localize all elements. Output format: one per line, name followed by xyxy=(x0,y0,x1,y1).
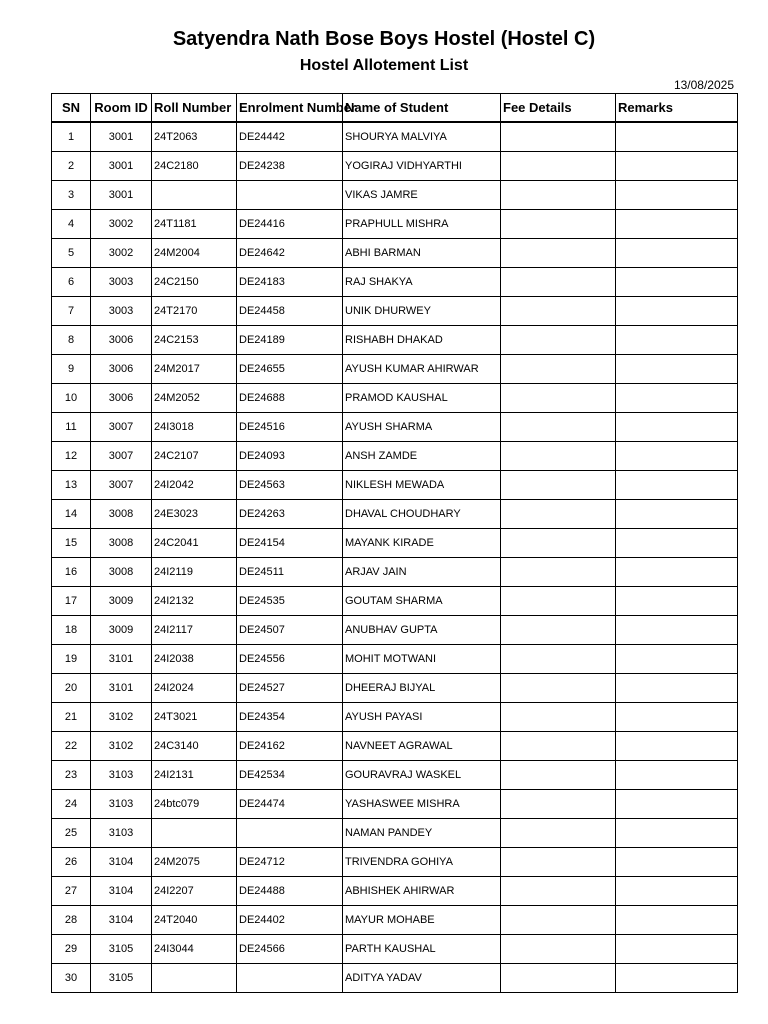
cell-enrolment-number: DE24154 xyxy=(237,529,343,558)
cell-enrolment-number: DE24458 xyxy=(237,297,343,326)
cell-enrolment-number: DE24442 xyxy=(237,122,343,152)
cell-enrolment-number: DE24655 xyxy=(237,355,343,384)
cell-enrolment-number: DE24416 xyxy=(237,210,343,239)
cell-roll-number: 24I2038 xyxy=(152,645,237,674)
cell-fee-details xyxy=(501,122,616,152)
cell-remarks xyxy=(616,848,738,877)
allotment-table xyxy=(51,93,738,993)
column-header-name: Name of Student xyxy=(343,94,501,123)
cell-fee-details xyxy=(501,732,616,761)
cell-fee-details xyxy=(501,587,616,616)
cell-roll-number: 24C2107 xyxy=(152,442,237,471)
cell-roll-number xyxy=(152,181,237,210)
cell-room-id: 3009 xyxy=(91,587,152,616)
table-row xyxy=(52,268,738,297)
cell-enrolment-number: DE24642 xyxy=(237,239,343,268)
cell-sn: 2 xyxy=(52,152,91,181)
cell-enrolment-number: DE24688 xyxy=(237,384,343,413)
cell-fee-details xyxy=(501,674,616,703)
cell-enrolment-number: DE24488 xyxy=(237,877,343,906)
cell-enrolment-number: DE24474 xyxy=(237,790,343,819)
table-row xyxy=(52,935,738,964)
table-row xyxy=(52,790,738,819)
cell-sn: 22 xyxy=(52,732,91,761)
cell-roll-number: 24I2119 xyxy=(152,558,237,587)
table-row xyxy=(52,326,738,355)
cell-roll-number: 24E3023 xyxy=(152,500,237,529)
table-row xyxy=(52,181,738,210)
table-row xyxy=(52,210,738,239)
cell-sn: 7 xyxy=(52,297,91,326)
cell-fee-details xyxy=(501,529,616,558)
cell-remarks xyxy=(616,355,738,384)
cell-room-id: 3006 xyxy=(91,355,152,384)
cell-room-id: 3105 xyxy=(91,964,152,993)
cell-fee-details xyxy=(501,297,616,326)
cell-student-name: YOGIRAJ VIDHYARTHI xyxy=(343,152,501,181)
cell-enrolment-number xyxy=(237,964,343,993)
cell-sn: 30 xyxy=(52,964,91,993)
cell-remarks xyxy=(616,645,738,674)
cell-roll-number: 24C3140 xyxy=(152,732,237,761)
cell-student-name: ANUBHAV GUPTA xyxy=(343,616,501,645)
cell-roll-number: 24I3044 xyxy=(152,935,237,964)
cell-sn: 23 xyxy=(52,761,91,790)
cell-room-id: 3009 xyxy=(91,616,152,645)
cell-room-id: 3003 xyxy=(91,268,152,297)
document-subtitle: Hostel Allotement List xyxy=(299,57,469,74)
cell-roll-number: 24C2153 xyxy=(152,326,237,355)
cell-room-id: 3103 xyxy=(91,761,152,790)
cell-roll-number: 24M2052 xyxy=(152,384,237,413)
cell-remarks xyxy=(616,239,738,268)
cell-roll-number: 24I2207 xyxy=(152,877,237,906)
cell-fee-details xyxy=(501,355,616,384)
cell-room-id: 3105 xyxy=(91,935,152,964)
cell-sn: 10 xyxy=(52,384,91,413)
cell-sn: 25 xyxy=(52,819,91,848)
cell-fee-details xyxy=(501,935,616,964)
cell-enrolment-number xyxy=(237,181,343,210)
cell-sn: 27 xyxy=(52,877,91,906)
cell-enrolment-number: DE24189 xyxy=(237,326,343,355)
cell-sn: 18 xyxy=(52,616,91,645)
table-row xyxy=(52,529,738,558)
table-row xyxy=(52,152,738,181)
cell-fee-details xyxy=(501,877,616,906)
table-row xyxy=(52,558,738,587)
cell-room-id: 3103 xyxy=(91,790,152,819)
cell-student-name: PRAMOD KAUSHAL xyxy=(343,384,501,413)
cell-remarks xyxy=(616,674,738,703)
cell-remarks xyxy=(616,326,738,355)
table-row xyxy=(52,413,738,442)
cell-sn: 13 xyxy=(52,471,91,500)
cell-enrolment-number: DE24238 xyxy=(237,152,343,181)
cell-student-name: SHOURYA MALVIYA xyxy=(343,122,501,152)
cell-roll-number xyxy=(152,964,237,993)
cell-roll-number: 24C2150 xyxy=(152,268,237,297)
table-row xyxy=(52,297,738,326)
cell-sn: 6 xyxy=(52,268,91,297)
cell-enrolment-number: DE24516 xyxy=(237,413,343,442)
table-row xyxy=(52,819,738,848)
cell-student-name: AYUSH PAYASI xyxy=(343,703,501,732)
table-row xyxy=(52,848,738,877)
cell-remarks xyxy=(616,732,738,761)
cell-sn: 29 xyxy=(52,935,91,964)
table-row xyxy=(52,122,738,152)
cell-room-id: 3001 xyxy=(91,181,152,210)
cell-room-id: 3008 xyxy=(91,529,152,558)
cell-sn: 8 xyxy=(52,326,91,355)
cell-student-name: NAVNEET AGRAWAL xyxy=(343,732,501,761)
cell-roll-number: 24T2063 xyxy=(152,122,237,152)
cell-student-name: MAYANK KIRADE xyxy=(343,529,501,558)
table-row xyxy=(52,645,738,674)
cell-room-id: 3007 xyxy=(91,413,152,442)
cell-enrolment-number: DE24563 xyxy=(237,471,343,500)
cell-room-id: 3104 xyxy=(91,848,152,877)
cell-student-name: AYUSH KUMAR AHIRWAR xyxy=(343,355,501,384)
cell-room-id: 3103 xyxy=(91,819,152,848)
cell-room-id: 3007 xyxy=(91,471,152,500)
cell-remarks xyxy=(616,529,738,558)
cell-fee-details xyxy=(501,413,616,442)
cell-roll-number: 24T1181 xyxy=(152,210,237,239)
cell-fee-details xyxy=(501,790,616,819)
cell-remarks xyxy=(616,384,738,413)
cell-student-name: TRIVENDRA GOHIYA xyxy=(343,848,501,877)
table-row xyxy=(52,906,738,935)
cell-fee-details xyxy=(501,616,616,645)
cell-roll-number: 24M2075 xyxy=(152,848,237,877)
table-row xyxy=(52,500,738,529)
cell-sn: 3 xyxy=(52,181,91,210)
cell-room-id: 3007 xyxy=(91,442,152,471)
cell-roll-number: 24M2004 xyxy=(152,239,237,268)
cell-room-id: 3102 xyxy=(91,732,152,761)
cell-sn: 16 xyxy=(52,558,91,587)
cell-student-name: ABHISHEK AHIRWAR xyxy=(343,877,501,906)
cell-student-name: ADITYA YADAV xyxy=(343,964,501,993)
cell-enrolment-number: DE24507 xyxy=(237,616,343,645)
cell-room-id: 3001 xyxy=(91,122,152,152)
cell-remarks xyxy=(616,442,738,471)
cell-roll-number: 24M2017 xyxy=(152,355,237,384)
cell-enrolment-number: DE24263 xyxy=(237,500,343,529)
cell-student-name: GOUTAM SHARMA xyxy=(343,587,501,616)
cell-remarks xyxy=(616,558,738,587)
cell-roll-number: 24T3021 xyxy=(152,703,237,732)
cell-sn: 4 xyxy=(52,210,91,239)
cell-roll-number: 24T2040 xyxy=(152,906,237,935)
cell-room-id: 3008 xyxy=(91,500,152,529)
cell-enrolment-number: DE24535 xyxy=(237,587,343,616)
cell-enrolment-number: DE24402 xyxy=(237,906,343,935)
cell-sn: 19 xyxy=(52,645,91,674)
cell-sn: 26 xyxy=(52,848,91,877)
cell-roll-number: 24C2180 xyxy=(152,152,237,181)
cell-fee-details xyxy=(501,819,616,848)
cell-fee-details xyxy=(501,703,616,732)
table-header-row xyxy=(52,94,738,123)
cell-student-name: RISHABH DHAKAD xyxy=(343,326,501,355)
cell-student-name: MAYUR MOHABE xyxy=(343,906,501,935)
cell-remarks xyxy=(616,268,738,297)
cell-remarks xyxy=(616,964,738,993)
cell-remarks xyxy=(616,877,738,906)
cell-remarks xyxy=(616,587,738,616)
cell-student-name: NIKLESH MEWADA xyxy=(343,471,501,500)
cell-fee-details xyxy=(501,645,616,674)
table-row xyxy=(52,674,738,703)
cell-room-id: 3001 xyxy=(91,152,152,181)
table-row xyxy=(52,355,738,384)
column-header-roll-number: Roll Number xyxy=(152,94,237,123)
column-header-enrolment-number: Enrolment Number xyxy=(237,94,343,123)
cell-room-id: 3101 xyxy=(91,645,152,674)
cell-enrolment-number: DE24712 xyxy=(237,848,343,877)
cell-student-name: MOHIT MOTWANI xyxy=(343,645,501,674)
cell-roll-number: 24I2131 xyxy=(152,761,237,790)
cell-student-name: ARJAV JAIN xyxy=(343,558,501,587)
cell-fee-details xyxy=(501,326,616,355)
table-row xyxy=(52,732,738,761)
table-row xyxy=(52,703,738,732)
cell-enrolment-number: DE42534 xyxy=(237,761,343,790)
cell-enrolment-number: DE24354 xyxy=(237,703,343,732)
cell-remarks xyxy=(616,122,738,152)
table-row xyxy=(52,471,738,500)
document-date: 13/08/2025 xyxy=(673,78,734,92)
cell-remarks xyxy=(616,297,738,326)
table-row xyxy=(52,964,738,993)
column-header-fee-details: Fee Details xyxy=(501,94,616,123)
cell-room-id: 3003 xyxy=(91,297,152,326)
column-header-remarks: Remarks xyxy=(616,94,738,123)
table-row xyxy=(52,587,738,616)
cell-remarks xyxy=(616,210,738,239)
cell-student-name: PRAPHULL MISHRA xyxy=(343,210,501,239)
cell-sn: 1 xyxy=(52,122,91,152)
cell-fee-details xyxy=(501,964,616,993)
column-header-sn: SN xyxy=(52,94,91,123)
cell-student-name: DHAVAL CHOUDHARY xyxy=(343,500,501,529)
cell-sn: 24 xyxy=(52,790,91,819)
cell-fee-details xyxy=(501,558,616,587)
cell-roll-number: 24I2024 xyxy=(152,674,237,703)
cell-sn: 12 xyxy=(52,442,91,471)
cell-roll-number: 24I3018 xyxy=(152,413,237,442)
cell-fee-details xyxy=(501,906,616,935)
cell-remarks xyxy=(616,413,738,442)
table-row xyxy=(52,384,738,413)
cell-fee-details xyxy=(501,761,616,790)
document-title: Satyendra Nath Bose Boys Hostel (Hostel C) xyxy=(172,28,596,50)
cell-roll-number: 24I2117 xyxy=(152,616,237,645)
cell-sn: 21 xyxy=(52,703,91,732)
cell-enrolment-number: DE24527 xyxy=(237,674,343,703)
cell-room-id: 3102 xyxy=(91,703,152,732)
cell-roll-number xyxy=(152,819,237,848)
cell-student-name: ANSH ZAMDE xyxy=(343,442,501,471)
cell-student-name: NAMAN PANDEY xyxy=(343,819,501,848)
cell-remarks xyxy=(616,152,738,181)
cell-roll-number: 24T2170 xyxy=(152,297,237,326)
cell-fee-details xyxy=(501,210,616,239)
cell-enrolment-number: DE24093 xyxy=(237,442,343,471)
cell-roll-number: 24C2041 xyxy=(152,529,237,558)
cell-fee-details xyxy=(501,181,616,210)
cell-enrolment-number xyxy=(237,819,343,848)
cell-fee-details xyxy=(501,848,616,877)
cell-remarks xyxy=(616,616,738,645)
table-row xyxy=(52,442,738,471)
cell-sn: 9 xyxy=(52,355,91,384)
cell-room-id: 3101 xyxy=(91,674,152,703)
cell-student-name: GOURAVRAJ WASKEL xyxy=(343,761,501,790)
cell-room-id: 3002 xyxy=(91,239,152,268)
cell-student-name: AYUSH SHARMA xyxy=(343,413,501,442)
cell-sn: 11 xyxy=(52,413,91,442)
cell-student-name: DHEERAJ BIJYAL xyxy=(343,674,501,703)
cell-roll-number: 24I2132 xyxy=(152,587,237,616)
cell-fee-details xyxy=(501,239,616,268)
table-row xyxy=(52,761,738,790)
cell-remarks xyxy=(616,906,738,935)
cell-room-id: 3006 xyxy=(91,384,152,413)
cell-enrolment-number: DE24556 xyxy=(237,645,343,674)
table-row xyxy=(52,239,738,268)
cell-student-name: VIKAS JAMRE xyxy=(343,181,501,210)
cell-remarks xyxy=(616,761,738,790)
cell-fee-details xyxy=(501,268,616,297)
cell-student-name: RAJ SHAKYA xyxy=(343,268,501,297)
cell-room-id: 3008 xyxy=(91,558,152,587)
cell-fee-details xyxy=(501,384,616,413)
cell-student-name: UNIK DHURWEY xyxy=(343,297,501,326)
cell-sn: 20 xyxy=(52,674,91,703)
cell-fee-details xyxy=(501,471,616,500)
cell-fee-details xyxy=(501,152,616,181)
table-row xyxy=(52,877,738,906)
cell-fee-details xyxy=(501,442,616,471)
cell-remarks xyxy=(616,819,738,848)
cell-student-name: YASHASWEE MISHRA xyxy=(343,790,501,819)
cell-remarks xyxy=(616,703,738,732)
cell-roll-number: 24btc079 xyxy=(152,790,237,819)
table-row xyxy=(52,616,738,645)
cell-sn: 5 xyxy=(52,239,91,268)
cell-room-id: 3002 xyxy=(91,210,152,239)
cell-room-id: 3104 xyxy=(91,906,152,935)
cell-sn: 28 xyxy=(52,906,91,935)
cell-roll-number: 24I2042 xyxy=(152,471,237,500)
cell-sn: 15 xyxy=(52,529,91,558)
cell-enrolment-number: DE24566 xyxy=(237,935,343,964)
cell-remarks xyxy=(616,790,738,819)
cell-enrolment-number: DE24162 xyxy=(237,732,343,761)
cell-room-id: 3104 xyxy=(91,877,152,906)
cell-sn: 17 xyxy=(52,587,91,616)
cell-room-id: 3006 xyxy=(91,326,152,355)
cell-enrolment-number: DE24511 xyxy=(237,558,343,587)
cell-student-name: PARTH KAUSHAL xyxy=(343,935,501,964)
cell-sn: 14 xyxy=(52,500,91,529)
cell-remarks xyxy=(616,471,738,500)
cell-remarks xyxy=(616,500,738,529)
cell-student-name: ABHI BARMAN xyxy=(343,239,501,268)
cell-remarks xyxy=(616,935,738,964)
cell-fee-details xyxy=(501,500,616,529)
column-header-room-id: Room ID xyxy=(91,94,152,123)
cell-enrolment-number: DE24183 xyxy=(237,268,343,297)
cell-remarks xyxy=(616,181,738,210)
